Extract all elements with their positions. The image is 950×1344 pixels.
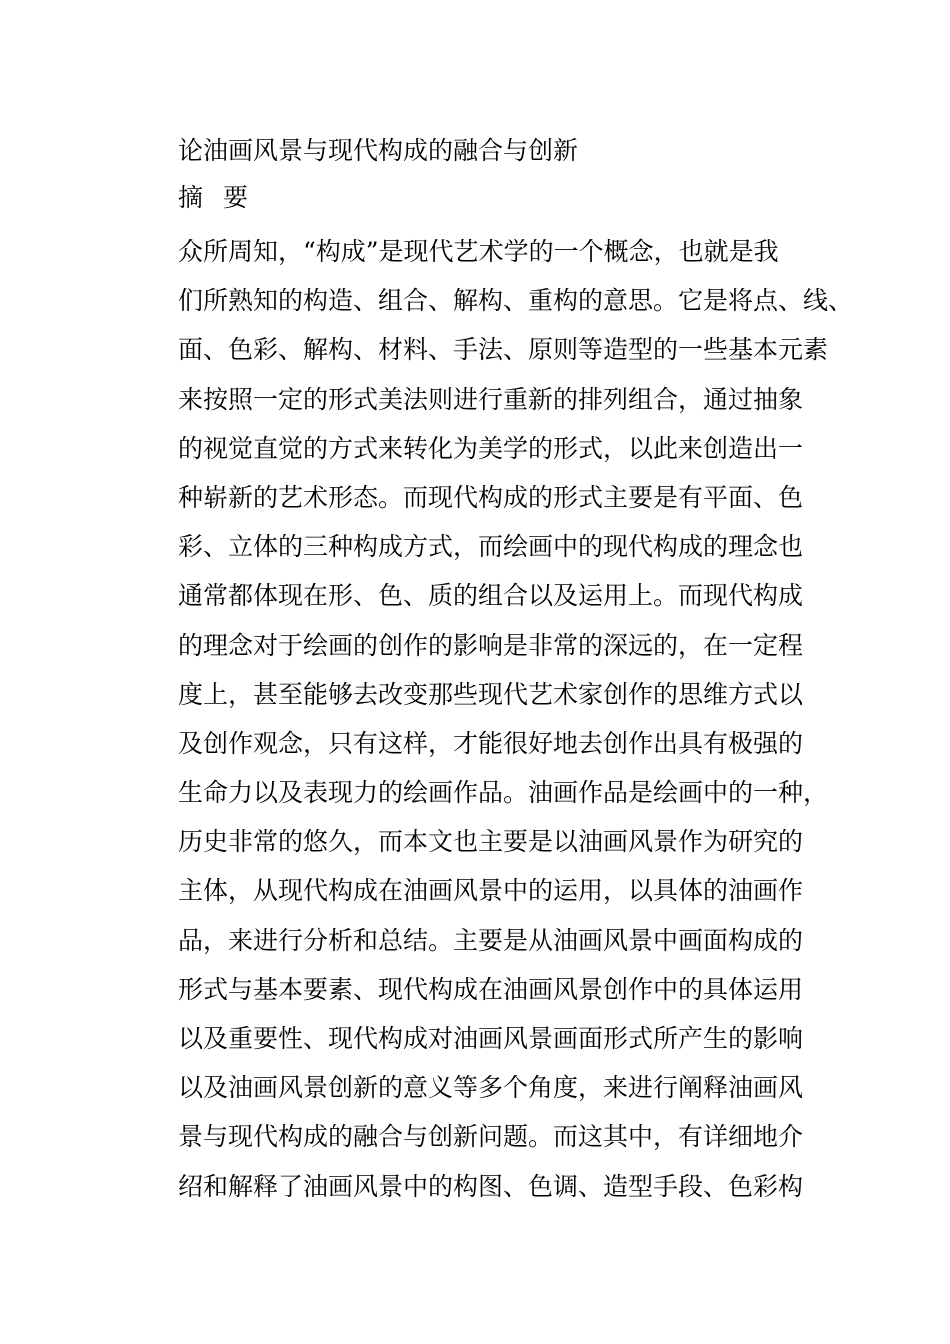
text-line: 众所周知，“构成”是现代艺术学的一个概念，也就是我: [178, 237, 779, 266]
text-line: 以及油画风景创新的意义等多个角度，来进行阐释油画风: [178, 1073, 804, 1103]
text-line: 景与现代构成的融合与创新问题。而这其中，有详细地介: [178, 1122, 804, 1152]
text-line: 的理念对于绘画的创作的影响是非常的深远的，在一定程: [178, 630, 804, 660]
text-line: 绍和解释了油画风景中的构图、色调、造型手段、色彩构: [178, 1171, 804, 1201]
text-line: 历史非常的悠久，而本文也主要是以油画风景作为研究的: [178, 827, 804, 857]
text-line: 主体，从现代构成在油画风景中的运用，以具体的油画作: [178, 876, 804, 906]
document-title: 论油画风景与现代构成的融合与创新: [178, 136, 579, 165]
abstract-body: [178, 227, 858, 1211]
text-line: 们所熟知的构造、组合、解构、重构的意思。它是将点、线、: [178, 286, 854, 316]
text-line: 来按照一定的形式美法则进行重新的排列组合，通过抽象: [178, 384, 804, 414]
text-line: 生命力以及表现力的绘画作品。油画作品是绘画中的一种，: [178, 778, 829, 808]
text-line: 品，来进行分析和总结。主要是从油画风景中画面构成的: [178, 925, 804, 955]
text-line: 度上，甚至能够去改变那些现代艺术家创作的思维方式以: [178, 679, 804, 709]
text-line: 的视觉直觉的方式来转化为美学的形式，以此来创造出一: [178, 433, 804, 463]
text-line: 以及重要性、现代构成对油画风景画面形式所产生的影响: [178, 1024, 804, 1053]
text-line: 面、色彩、解构、材料、手法、原则等造型的一些基本元素: [178, 335, 829, 365]
text-line: 及创作观念，只有这样，才能很好地去创作出具有极强的: [178, 728, 804, 758]
abstract-heading: 摘 要: [178, 183, 254, 212]
text-line: 种崭新的艺术形态。而现代构成的形式主要是有平面、色: [178, 482, 804, 512]
text-line: 通常都体现在形、色、质的组合以及运用上。而现代构成: [178, 581, 804, 611]
text-line: 彩、立体的三种构成方式，而绘画中的现代构成的理念也: [178, 532, 804, 562]
text-line: 形式与基本要素、现代构成在油画风景创作中的具体运用: [178, 974, 804, 1004]
